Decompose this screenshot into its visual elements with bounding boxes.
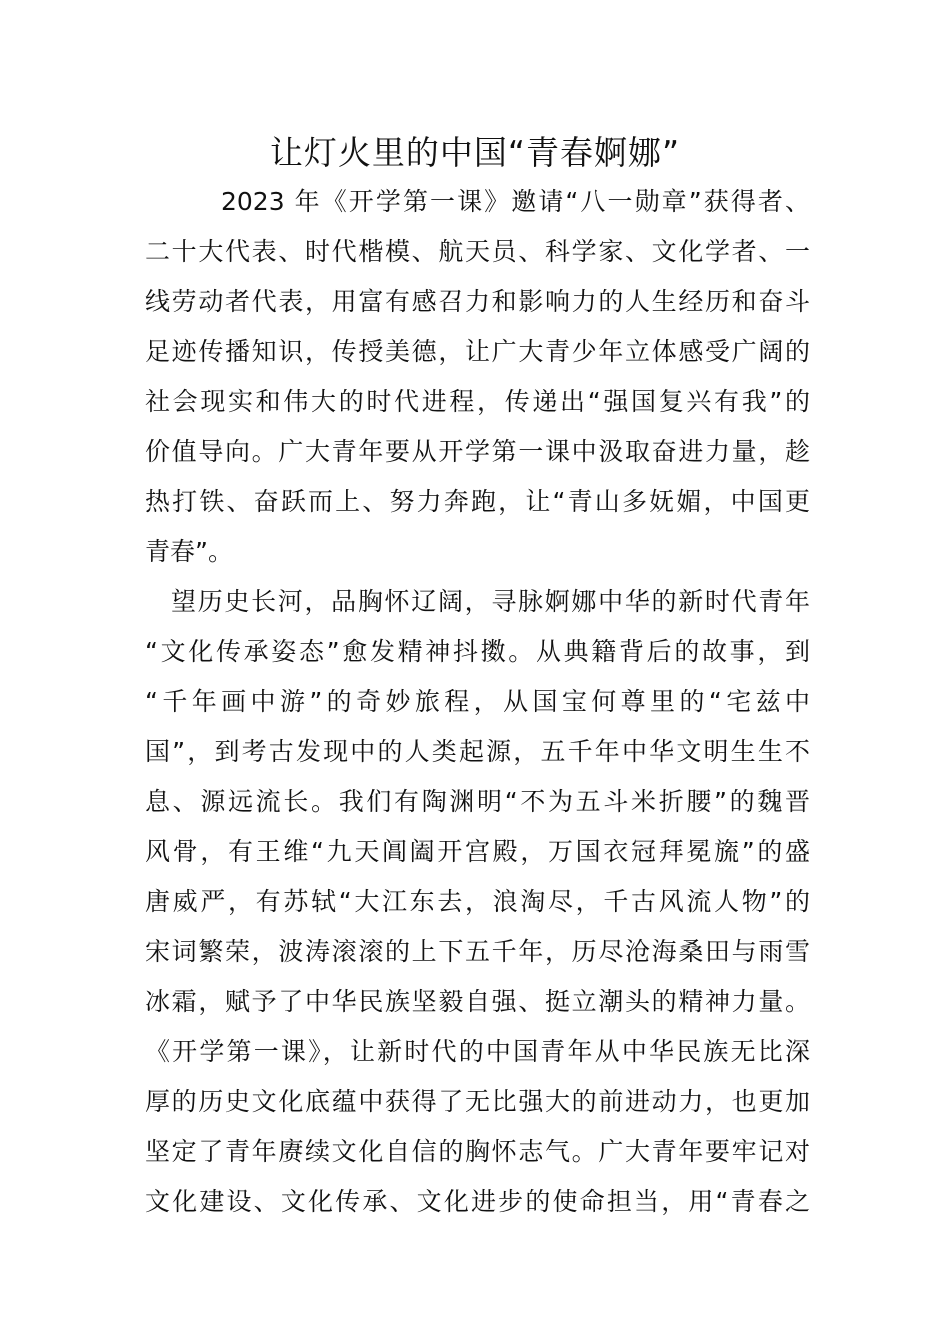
paragraph-2-line-3: “千年画中游”的奇妙旅程，从国宝何尊里的“宅兹中	[145, 687, 810, 716]
paragraph-2-line-13: 文化建设、文化传承、文化进步的使命担当，用“青春之	[145, 1187, 810, 1216]
paragraph-1-line-3: 线劳动者代表，用富有感召力和影响力的人生经历和奋斗	[145, 287, 810, 316]
paragraph-2-line-1: 望历史长河，品胸怀辽阔，寻脉婀娜中华的新时代青年	[171, 587, 810, 616]
paragraph-1-line-5: 社会现实和伟大的时代进程，传递出“强国复兴有我”的	[145, 387, 810, 416]
paragraph-2-line-10: 《开学第一课》，让新时代的中国青年从中华民族无比深	[145, 1037, 810, 1066]
paragraph-2-line-2: “文化传承姿态”愈发精神抖擞。从典籍背后的故事，到	[145, 637, 810, 666]
paragraph-1-line-2: 二十大代表、时代楷模、航天员、科学家、文化学者、一	[145, 237, 810, 266]
paragraph-1-line-1: 2023 年《开学第一课》邀请“八一勋章”获得者、	[221, 187, 810, 216]
paragraph-2-line-7: 唐威严，有苏轼“大江东去，浪淘尽，千古风流人物”的	[145, 887, 810, 916]
paragraph-1-line-4: 足迹传播知识，传授美德，让广大青少年立体感受广阔的	[145, 337, 810, 366]
paragraph-2-line-11: 厚的历史文化底蕴中获得了无比强大的前进动力，也更加	[145, 1087, 810, 1116]
paragraph-1-line-8: 青春”。	[145, 537, 233, 566]
paragraph-2-line-8: 宋词繁荣，波涛滚滚的上下五千年，历尽沧海桑田与雨雪	[145, 937, 810, 966]
paragraph-1-line-7: 热打铁、奋跃而上、努力奔跑，让“青山多妩媚，中国更	[145, 487, 810, 516]
paragraph-2-line-6: 风骨，有王维“九天阊阖开宫殿，万国衣冠拜冕旒”的盛	[145, 837, 810, 866]
paragraph-1-line-6: 价值导向。广大青年要从开学第一课中汲取奋进力量，趁	[145, 437, 810, 466]
document-title: 让灯火里的中国“青春婀娜”	[269, 133, 681, 172]
paragraph-2-line-4: 国”，到考古发现中的人类起源，五千年中华文明生生不	[145, 737, 810, 766]
paragraph-2-line-9: 冰霜，赋予了中华民族坚毅自强、挺立潮头的精神力量。	[145, 987, 810, 1016]
paragraph-2-line-5: 息、源远流长。我们有陶渊明“不为五斗米折腰”的魏晋	[145, 787, 810, 816]
paragraph-2-line-12: 坚定了青年赓续文化自信的胸怀志气。广大青年要牢记对	[145, 1137, 810, 1166]
